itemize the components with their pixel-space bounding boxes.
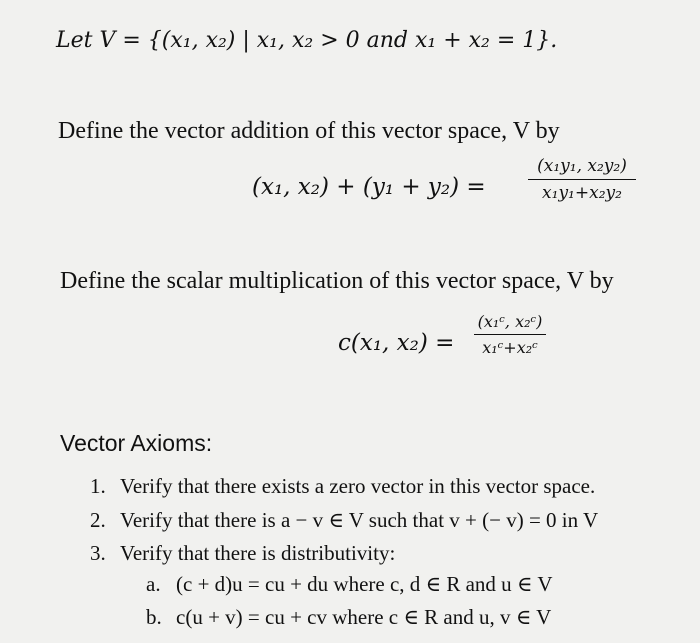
list-marker: 1. (90, 474, 106, 498)
list-marker: 2. (90, 508, 106, 532)
list-marker: b. (146, 605, 162, 629)
axiom-subtext: c(u + v) = cu + cv where c ∈ R and u, v ∈ V (176, 605, 552, 629)
addition-denominator: x₁y₁+x₂y₂ (542, 183, 622, 203)
addition-lhs: (x₁, x₂) + (y₁ + y₂) = (252, 174, 486, 200)
scalar-heading: Define the scalar multiplication of this vector space, V by (60, 268, 614, 294)
axiom-text: Verify that there exists a zero vector in this vector space. (120, 474, 596, 498)
scalar-fraction (474, 312, 546, 357)
addition-fraction (528, 156, 636, 203)
scalar-denominator: x₁ᶜ+x₂ᶜ (482, 338, 538, 357)
fraction-bar (474, 334, 546, 335)
list-marker: 3. (90, 541, 106, 565)
axiom-item-3 (90, 541, 395, 566)
addition-heading: Define the vector addition of this vector space, V by (58, 118, 560, 144)
axiom-item-2 (90, 508, 598, 533)
fraction-bar (528, 179, 636, 180)
addition-numerator: (x₁y₁, x₂y₂) (537, 156, 627, 176)
axiom-item-1 (90, 474, 595, 499)
scalar-numerator: (x₁ᶜ, x₂ᶜ) (477, 312, 543, 331)
axiom-subitem-a (146, 572, 552, 597)
set-definition: Let V = {(x₁, x₂) | x₁, x₂ > 0 and x₁ + x₂ = 1}. (56, 28, 558, 53)
axiom-text: Verify that there is distributivity: (120, 541, 396, 565)
scalar-lhs: c(x₁, x₂) = (338, 330, 455, 356)
list-marker: a. (146, 572, 161, 596)
axiom-text: Verify that there is a − v ∈ V such that v + (− v) = 0 in V (120, 508, 599, 532)
axioms-heading: Vector Axioms: (60, 430, 213, 456)
axiom-subtext: (c + d)u = cu + du where c, d ∈ R and u ∈ V (176, 572, 553, 596)
axiom-subitem-b (146, 605, 551, 630)
